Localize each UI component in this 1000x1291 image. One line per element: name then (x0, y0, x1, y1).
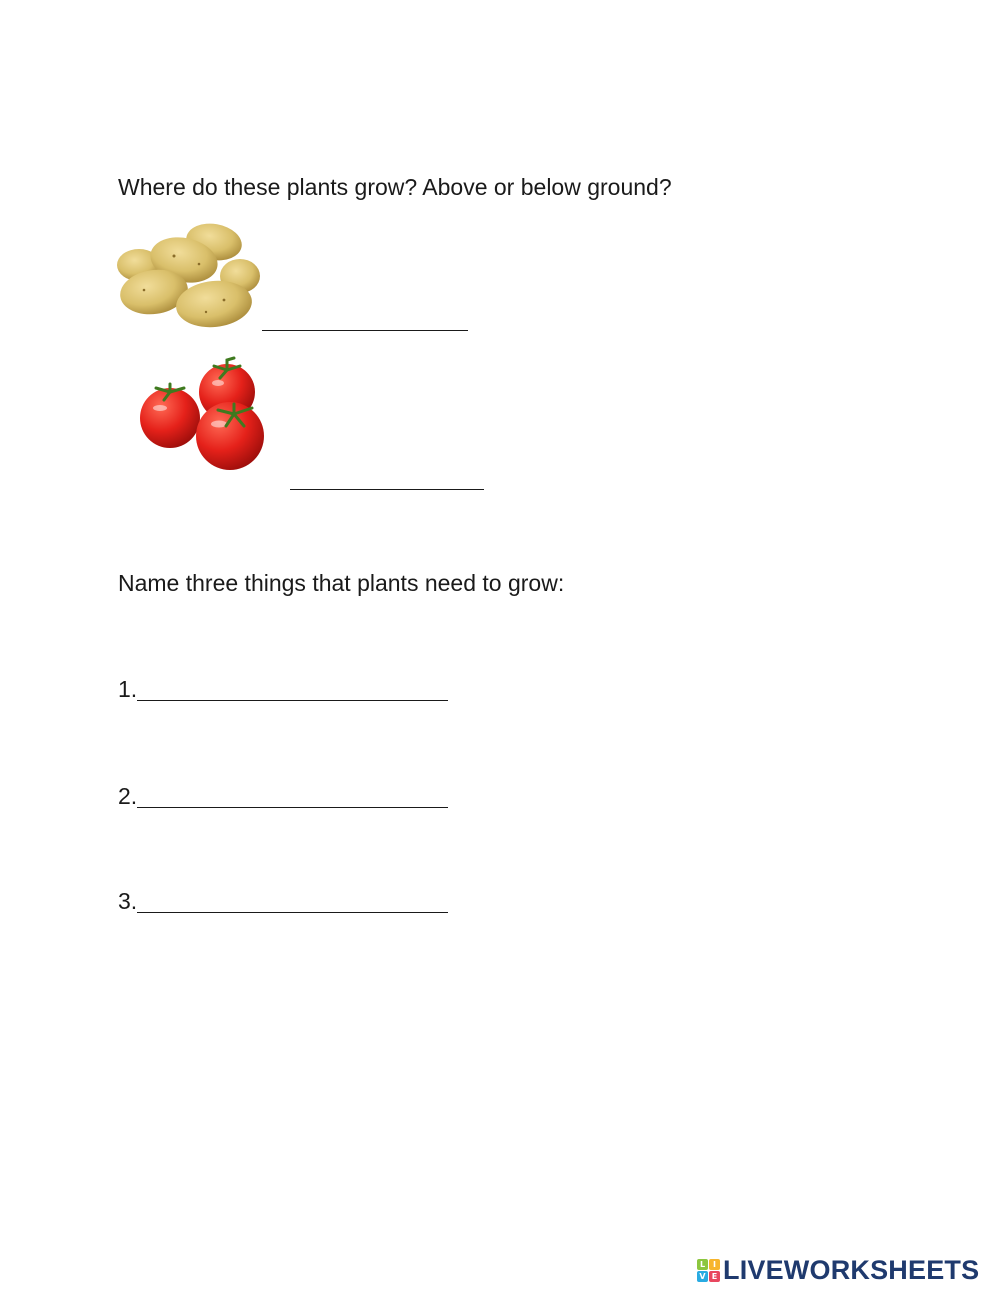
liveworksheets-logo (697, 1255, 979, 1285)
logo-tiles-icon (697, 1259, 720, 1282)
answer-line-potatoes[interactable] (262, 330, 468, 331)
answer-line-1[interactable] (137, 700, 448, 701)
answer-number: 3. (118, 888, 138, 914)
answer-line-tomatoes[interactable] (290, 489, 484, 490)
answer-number: 2. (118, 783, 138, 809)
logo-tile: E (709, 1271, 720, 1282)
logo-tile: I (709, 1259, 720, 1270)
answer-line-3[interactable] (137, 912, 448, 913)
answer-line-2[interactable] (137, 807, 448, 808)
question-plant-needs: Name three things that plants need to grow: (118, 570, 565, 596)
tomatoes-image (134, 356, 272, 474)
potatoes-image (114, 220, 264, 332)
logo-tile: L (697, 1259, 708, 1270)
answer-number: 1. (118, 676, 138, 702)
question-above-below-ground: Where do these plants grow? Above or below ground? (118, 174, 672, 200)
logo-wordmark: LIVEWORKSHEETS (723, 1255, 980, 1285)
logo-tile: V (697, 1271, 708, 1282)
